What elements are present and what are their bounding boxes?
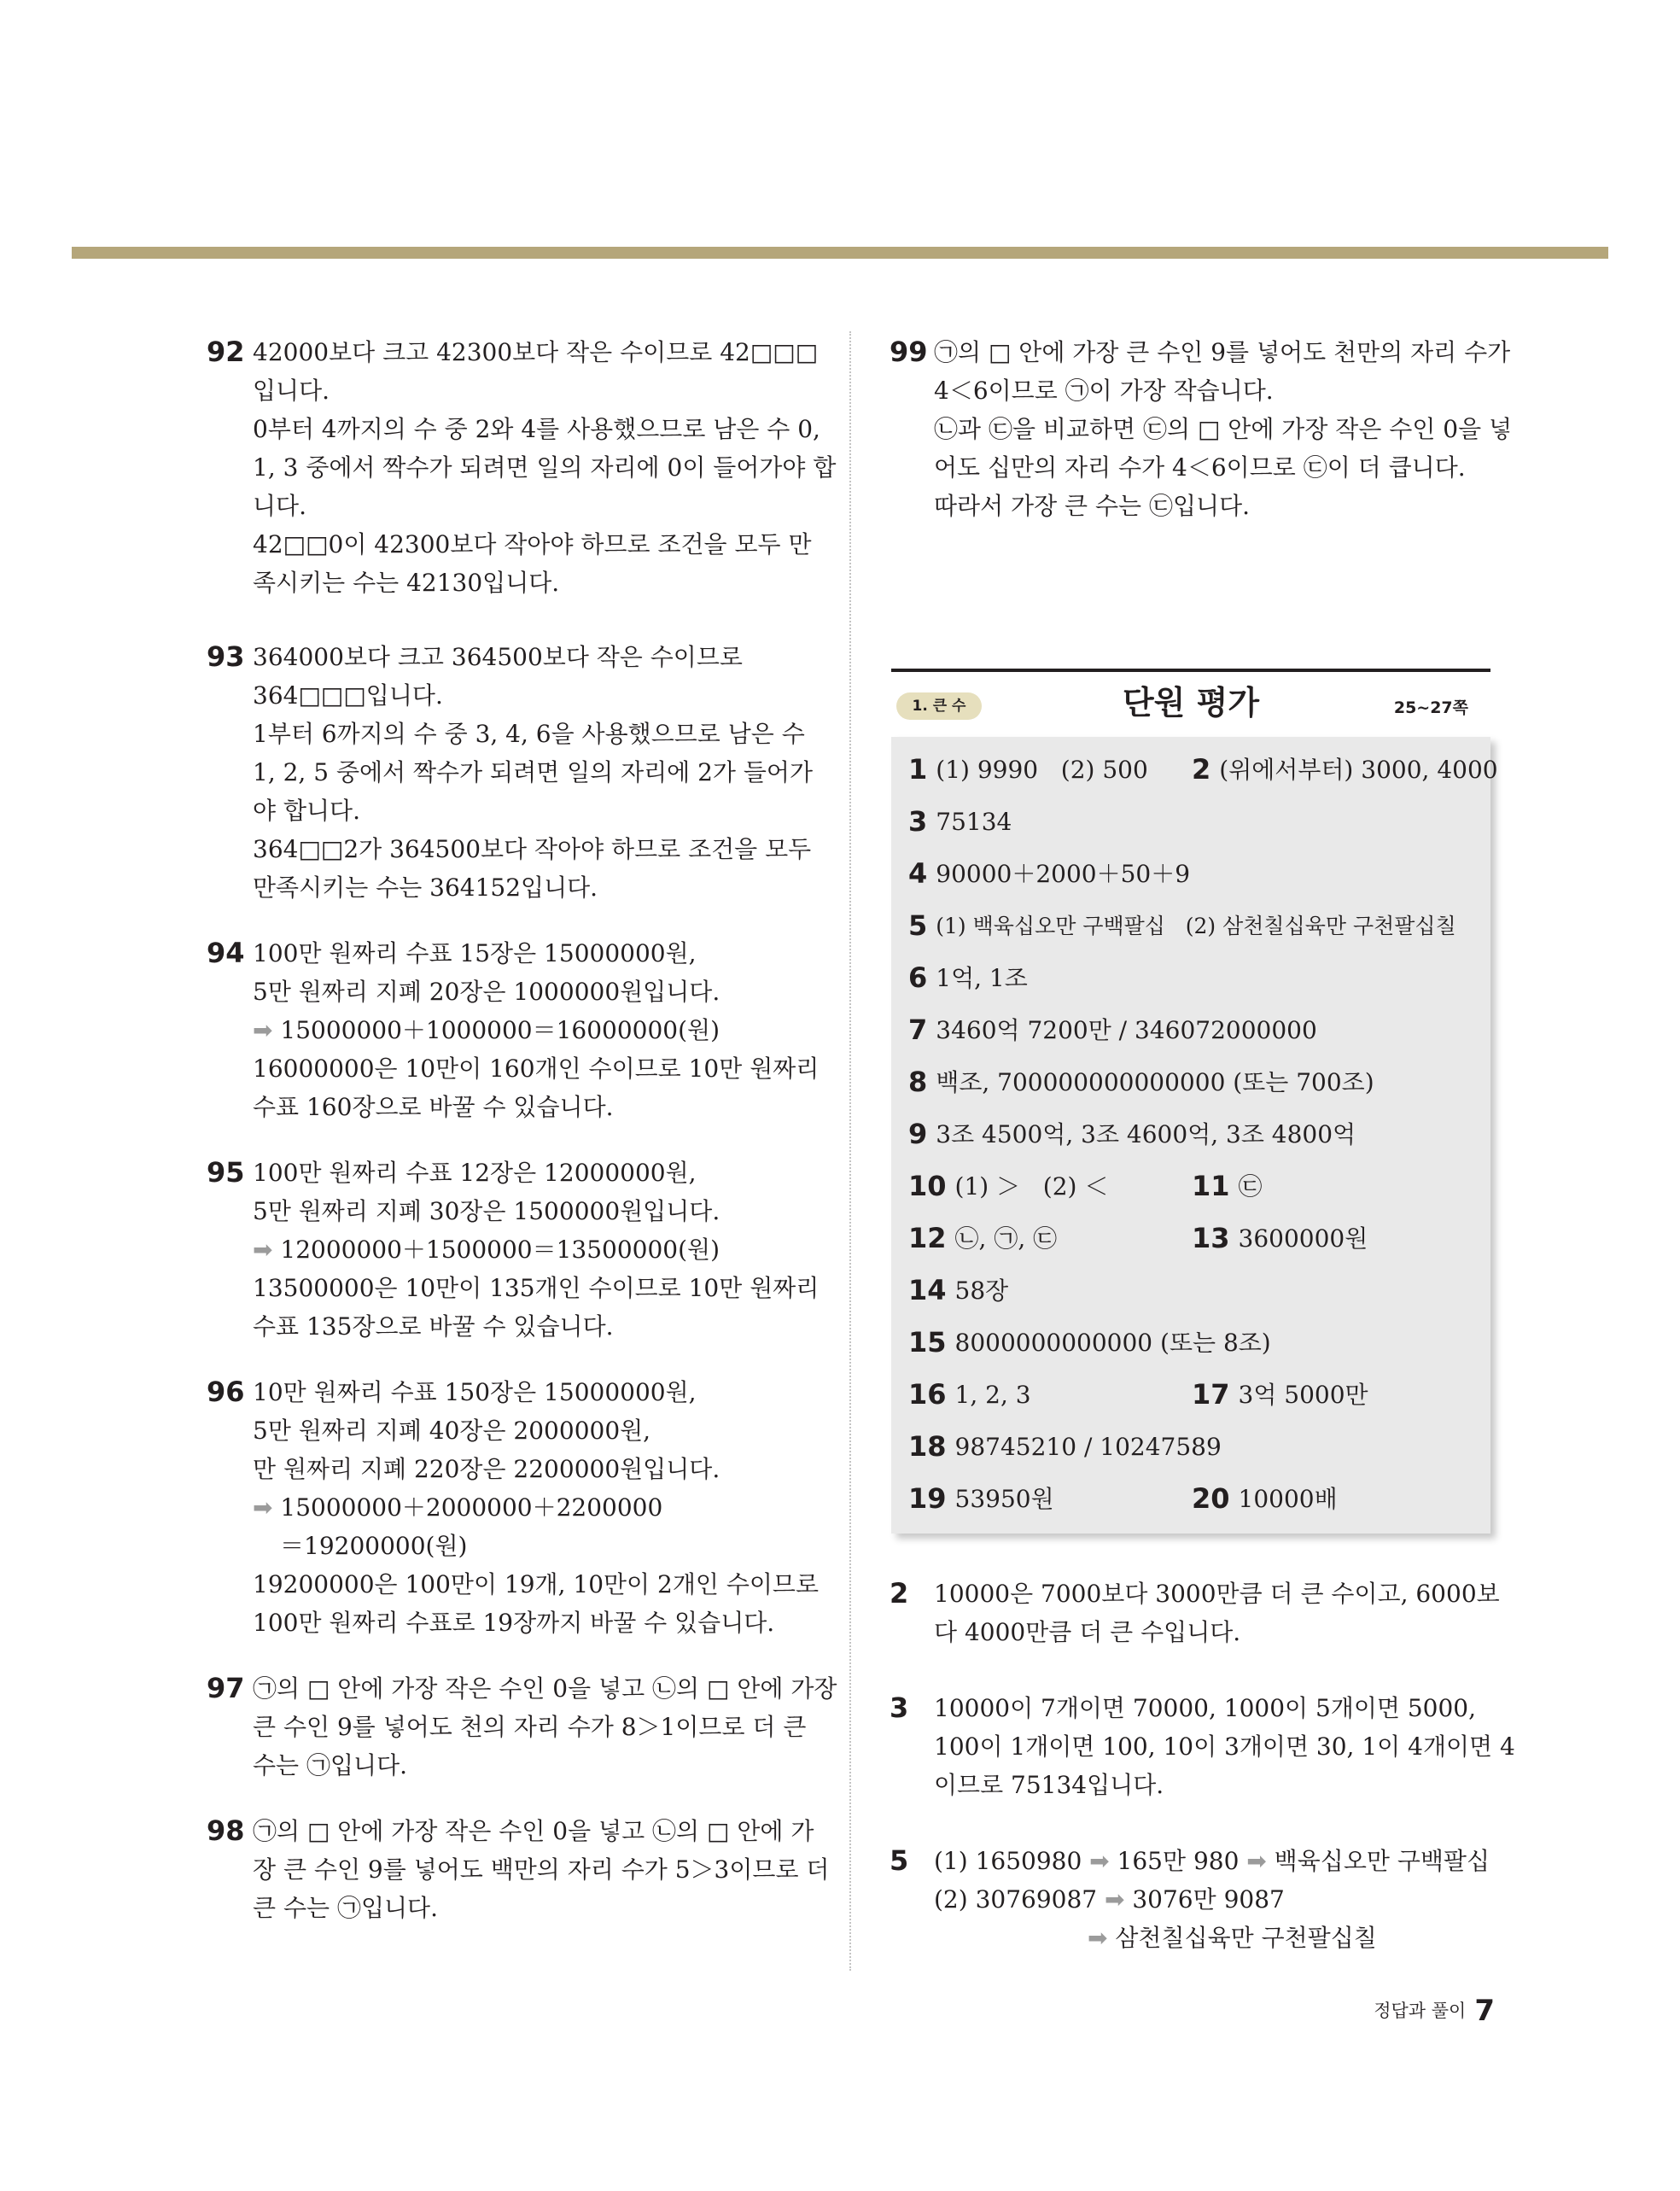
answer-item — [908, 1317, 1271, 1369]
problem-97 — [207, 1669, 837, 1785]
solution-line: 19200000은 100만이 19개, 10만이 2개인 수이므로 — [253, 1570, 820, 1598]
answer-row — [908, 1369, 1490, 1421]
problem-96 — [207, 1373, 820, 1642]
unit-pages: 25~27쪽 — [1393, 698, 1468, 717]
answer-number: 8 — [908, 1066, 928, 1098]
answer-text: 3460억 7200만 / 346072000000 — [936, 1016, 1317, 1044]
arrow-right-icon: ➡ — [1089, 1847, 1110, 1875]
answer-text: ㉢ — [1238, 1172, 1263, 1201]
solution-line: 이므로 75134입니다. — [934, 1771, 1164, 1799]
answer-item — [908, 1421, 1222, 1473]
answer-number: 20 — [1192, 1482, 1230, 1515]
solution-line: 야 합니다. — [253, 797, 360, 825]
answer-number: 15 — [908, 1326, 947, 1358]
solution-line: 입니다. — [253, 377, 330, 405]
solution-line: (2) 30769087 ➡ 3076만 9087 — [934, 1885, 1285, 1913]
answer-item — [1192, 1212, 1368, 1265]
solution-line: 다 4000만큼 더 큰 수입니다. — [934, 1618, 1241, 1646]
problem-number: 97 — [207, 1672, 245, 1704]
unit-header — [891, 672, 1490, 733]
solution-line: (1) 1650980 ➡ 165만 980 ➡ 백육십오만 구백팔십 — [934, 1847, 1490, 1875]
answer-number: 1 — [908, 753, 928, 786]
answer-text: 3억 5000만 — [1238, 1381, 1368, 1409]
solution-line: 5만 원짜리 지폐 30장은 1500000원입니다. — [253, 1197, 720, 1225]
answer-number: 17 — [1192, 1378, 1230, 1411]
solution-line: 100만 원짜리 수표 15장은 15000000원, — [253, 939, 697, 967]
column-divider — [849, 331, 851, 1971]
solution-line: ➡ 삼천칠십육만 구천팔십칠 — [1088, 1924, 1377, 1952]
answer-box — [891, 737, 1498, 1534]
answer-number: 3 — [908, 805, 928, 838]
solution-line: 만족시키는 수는 364152입니다. — [253, 873, 598, 902]
answer-number: 11 — [1192, 1170, 1230, 1202]
answer-row — [908, 1473, 1490, 1525]
page-number: 7 — [1474, 1994, 1495, 2028]
answer-item — [1192, 1473, 1338, 1525]
answer-number: 13 — [1192, 1222, 1230, 1254]
answer-number: 2 — [1192, 753, 1211, 786]
answer-text: 53950원 — [954, 1485, 1054, 1513]
answer-number: 6 — [908, 961, 928, 994]
answer-row — [908, 1004, 1490, 1056]
problem-number: 92 — [207, 336, 245, 368]
answer-item — [908, 952, 1028, 1004]
problem-number: 2 — [890, 1577, 909, 1610]
solution-line: 16000000은 10만이 160개인 수이므로 10만 원짜리 — [253, 1055, 820, 1083]
solution-line: 수표 160장으로 바꿀 수 있습니다. — [253, 1093, 614, 1121]
answer-row — [908, 1056, 1490, 1108]
answer-item — [908, 848, 1190, 900]
solution-line: 0부터 4까지의 수 중 2와 4를 사용했으므로 남은 수 0, — [253, 415, 820, 443]
solution-line: 100만 원짜리 수표 12장은 12000000원, — [253, 1159, 697, 1187]
answer-item — [1192, 744, 1498, 796]
answer-item — [908, 1265, 1008, 1317]
answer-item — [1192, 1369, 1368, 1421]
answer-row — [908, 952, 1490, 1004]
solution-line: 족시키는 수는 42130입니다. — [253, 569, 560, 597]
solution-line: 10만 원짜리 수표 150장은 15000000원, — [253, 1378, 697, 1406]
answer-text: 3600000원 — [1238, 1224, 1368, 1253]
solution-2 — [890, 1575, 1500, 1651]
problem-number: 5 — [890, 1844, 909, 1877]
answer-text: 1억, 1조 — [936, 964, 1028, 992]
answer-text: 8000000000000 (또는 8조) — [954, 1329, 1271, 1357]
answer-item — [908, 1056, 1374, 1108]
answer-number: 16 — [908, 1378, 947, 1411]
answer-item — [908, 1369, 1031, 1421]
footer-label: 정답과 풀이 — [1374, 2001, 1467, 2021]
answer-text: (위에서부터) 3000, 4000 — [1219, 756, 1498, 784]
answer-number: 18 — [908, 1430, 947, 1463]
problem-number: 96 — [207, 1376, 245, 1408]
answer-text: 90000＋2000＋50＋9 — [936, 860, 1191, 888]
solution-line: 10000은 7000보다 3000만큼 더 큰 수이고, 6000보 — [934, 1580, 1500, 1608]
solution-line: ➡ 15000000＋2000000＋2200000 — [253, 1493, 663, 1522]
problem-number: 94 — [207, 937, 245, 969]
answer-row — [908, 796, 1490, 848]
answer-text: (1) 9990 (2) 500 — [936, 756, 1148, 784]
answer-row — [908, 1160, 1490, 1212]
solution-line: ＝19200000(원) — [280, 1532, 468, 1560]
unit-title: 단원 평가 — [1122, 684, 1260, 722]
answer-row — [908, 900, 1490, 952]
answer-item — [908, 1212, 1057, 1265]
solution-line: 364□□□입니다. — [253, 681, 443, 710]
solution-line: 큰 수인 9를 넣어도 천의 자리 수가 8＞1이므로 더 큰 — [253, 1713, 807, 1741]
solution-line: 5만 원짜리 지폐 20장은 1000000원입니다. — [253, 978, 720, 1006]
arrow-right-icon: ➡ — [253, 1236, 273, 1264]
solution-line: 장 큰 수인 9를 넣어도 백만의 자리 수가 5＞3이므로 더 — [253, 1855, 830, 1884]
solution-line: ㉠의 □ 안에 가장 작은 수인 0을 넣고 ㉡의 □ 안에 가 — [253, 1817, 814, 1845]
answer-item — [908, 744, 1148, 796]
solution-line: 어도 십만의 자리 수가 4＜6이므로 ㉢이 더 큽니다. — [934, 453, 1466, 482]
solution-line: 1부터 6까지의 수 중 3, 4, 6을 사용했으므로 남은 수 — [253, 720, 805, 748]
solution-line: 니다. — [253, 492, 306, 520]
answer-text: 10000배 — [1238, 1485, 1338, 1513]
answer-number: 10 — [908, 1170, 947, 1202]
answer-row — [908, 1108, 1490, 1160]
left-column — [207, 333, 837, 1927]
solution-line: 1, 3 중에서 짝수가 되려면 일의 자리에 0이 들어가야 합 — [253, 453, 837, 482]
solution-line: 10000이 7개이면 70000, 1000이 5개이면 5000, — [934, 1694, 1476, 1722]
answer-text: (1) 백육십오만 구백팔십 (2) 삼천칠십육만 구천팔십칠 — [936, 914, 1456, 938]
answer-row — [908, 1212, 1490, 1265]
arrow-right-icon: ➡ — [253, 1016, 273, 1044]
solution-line: ㉠의 □ 안에 가장 작은 수인 0을 넣고 ㉡의 □ 안에 가장 — [253, 1674, 837, 1703]
solution-line: ㉡과 ㉢을 비교하면 ㉢의 □ 안에 가장 작은 수인 0을 넣 — [934, 415, 1513, 443]
solution-line: 수는 ㉠입니다. — [253, 1751, 408, 1779]
answer-text: ㉡, ㉠, ㉢ — [954, 1224, 1058, 1253]
answer-item — [1192, 1160, 1263, 1212]
arrow-right-icon: ➡ — [1088, 1924, 1108, 1952]
problem-93 — [207, 638, 813, 907]
answer-number: 14 — [908, 1274, 947, 1306]
answer-text: 98745210 / 10247589 — [954, 1433, 1222, 1461]
solution-line: 100만 원짜리 수표로 19장까지 바꿀 수 있습니다. — [253, 1609, 775, 1637]
solution-line: 수표 135장으로 바꿀 수 있습니다. — [253, 1312, 614, 1341]
answer-number: 9 — [908, 1118, 928, 1150]
answer-number: 19 — [908, 1482, 947, 1515]
answer-text: (1) ＞ (2) ＜ — [954, 1172, 1109, 1201]
answer-text: 3조 4500억, 3조 4600억, 3조 4800억 — [936, 1120, 1356, 1148]
problem-number: 99 — [890, 336, 928, 368]
solution-line: 100이 1개이면 100, 10이 3개이면 30, 1이 4개이면 4 — [934, 1732, 1515, 1761]
answer-item — [908, 1004, 1317, 1056]
arrow-right-icon: ➡ — [1246, 1847, 1267, 1875]
unit-evaluation — [891, 669, 1497, 1534]
arrow-right-icon: ➡ — [1104, 1885, 1125, 1913]
solution-line: ➡ 12000000＋1500000＝13500000(원) — [253, 1236, 720, 1264]
answer-row — [908, 1421, 1490, 1473]
solution-line: 42000보다 크고 42300보다 작은 수이므로 42□□□ — [253, 338, 819, 366]
answer-item — [908, 796, 1012, 848]
problem-number: 98 — [207, 1814, 245, 1847]
right-column — [890, 333, 1515, 1957]
solution-line: ㉠의 □ 안에 가장 큰 수인 9를 넣어도 천만의 자리 수가 — [934, 338, 1511, 366]
solution-line: 364000보다 크고 364500보다 작은 수이므로 — [253, 643, 743, 671]
problem-94 — [207, 934, 820, 1126]
answer-text: 58장 — [954, 1277, 1009, 1305]
answer-item — [908, 1473, 1054, 1525]
top-accent-bar — [72, 247, 1608, 259]
answer-number: 7 — [908, 1014, 928, 1046]
arrow-right-icon: ➡ — [253, 1493, 273, 1522]
answer-item — [908, 900, 1456, 952]
page-footer — [1374, 1989, 1495, 2032]
problem-98 — [207, 1812, 830, 1927]
solution-3 — [890, 1689, 1515, 1804]
answer-item — [908, 1108, 1356, 1160]
problem-number: 3 — [890, 1691, 909, 1724]
solution-line: 4＜6이므로 ㉠이 가장 작습니다. — [934, 377, 1274, 405]
answer-row — [908, 848, 1490, 900]
solution-line: 5만 원짜리 지폐 40장은 2000000원, — [253, 1417, 651, 1445]
problem-number: 93 — [207, 640, 245, 673]
problem-number: 95 — [207, 1156, 245, 1189]
solution-line: 42□□0이 42300보다 작아야 하므로 조건을 모두 만 — [253, 530, 812, 558]
solution-line: 만 원짜리 지폐 220장은 2200000원입니다. — [253, 1455, 720, 1483]
answer-row — [908, 744, 1498, 796]
answer-row — [908, 1317, 1490, 1369]
solution-line: 큰 수는 ㉠입니다. — [253, 1894, 438, 1922]
solution-5 — [890, 1842, 1497, 1957]
answer-row — [908, 1265, 1490, 1317]
unit-badge: 1. 큰 수 — [896, 692, 982, 720]
answer-number: 4 — [908, 857, 928, 890]
answer-text: 75134 — [936, 808, 1012, 836]
solution-line: ➡ 15000000＋1000000＝16000000(원) — [253, 1016, 720, 1044]
answer-item — [908, 1160, 1108, 1212]
answer-text: 1, 2, 3 — [954, 1381, 1031, 1409]
problem-92 — [207, 333, 837, 602]
answer-number: 5 — [908, 909, 928, 942]
solution-line: 13500000은 10만이 135개인 수이므로 10만 원짜리 — [253, 1274, 820, 1302]
answer-text: 백조, 700000000000000 (또는 700조) — [936, 1068, 1374, 1096]
answer-number: 12 — [908, 1222, 947, 1254]
solution-line: 364□□2가 364500보다 작아야 하므로 조건을 모두 — [253, 835, 812, 863]
problem-99 — [890, 333, 1513, 525]
problem-95 — [207, 1154, 820, 1346]
solution-line: 1, 2, 5 중에서 짝수가 되려면 일의 자리에 2가 들어가 — [253, 758, 814, 786]
solution-line: 따라서 가장 큰 수는 ㉢입니다. — [934, 492, 1251, 520]
